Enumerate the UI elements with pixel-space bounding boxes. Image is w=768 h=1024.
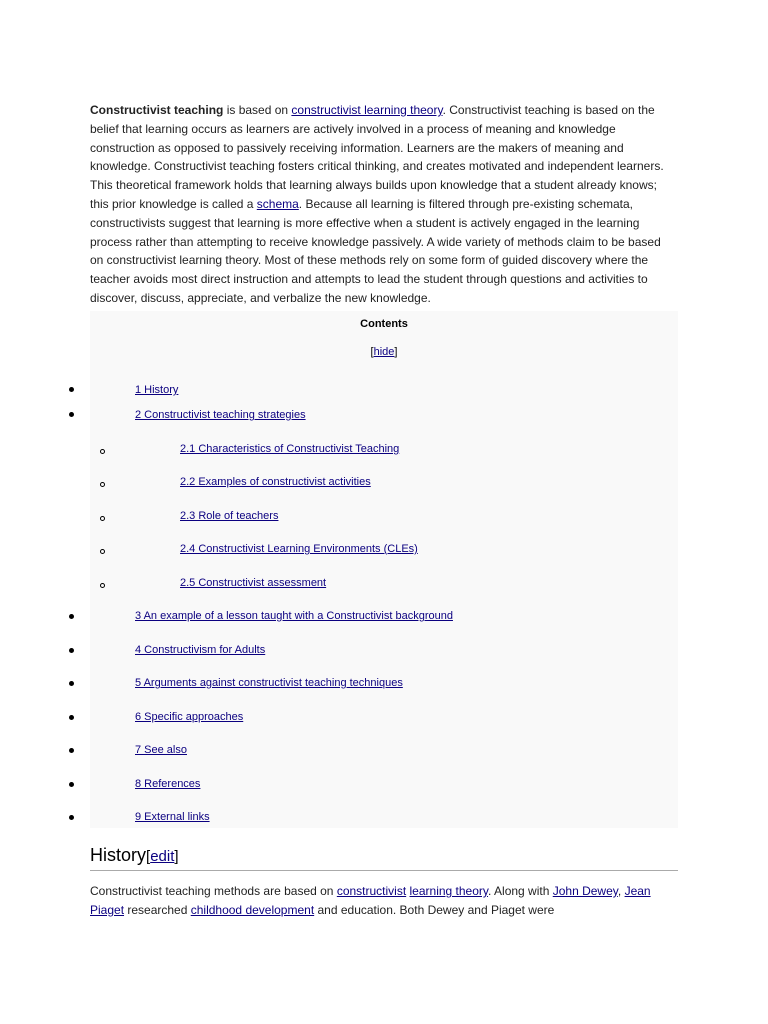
link-learning-theory[interactable]: learning theory [409,884,489,898]
bullet-icon [69,815,74,820]
bullet-icon [69,681,74,686]
circle-bullet-icon [100,549,105,554]
link-childhood-development[interactable]: childhood development [190,903,315,917]
toc-hide-link[interactable]: hide [373,346,395,358]
toc-item-arguments[interactable]: 5 Arguments against constructivist teaching techniques [135,677,403,689]
circle-bullet-icon [100,449,105,454]
toc-item-approaches[interactable]: 6 Specific approaches [135,711,244,723]
history-text-5: researched [124,903,191,917]
link-constructivist-learning-theory[interactable]: constructivist learning theory [291,103,443,117]
circle-bullet-icon [100,516,105,521]
history-heading-text: History [90,845,147,865]
toc-item-assessment[interactable]: 2.5 Constructivist assessment [180,577,327,589]
intro-paragraph [90,101,675,308]
toc-toggle [90,346,678,358]
history-text-3: . Along with [488,884,553,898]
edit-open-bracket: [ [146,848,151,865]
toc-toggle-close: ] [394,346,398,358]
toc-item-adults[interactable]: 4 Constructivism for Adults [135,644,266,656]
toc-item-references[interactable]: 8 References [135,778,201,790]
history-text-4: , [617,884,625,898]
toc-item-role-of-teachers[interactable]: 2.3 Role of teachers [180,510,279,522]
section-heading-history [90,845,179,866]
toc-toggle-open: [ [370,346,374,358]
toc-item-see-also[interactable]: 7 See also [135,744,187,756]
link-schema[interactable]: schema [256,196,299,211]
toc-item-examples[interactable]: 2.2 Examples of constructivist activities [180,476,371,488]
bullet-icon [69,387,74,392]
heading-divider [90,870,678,871]
bullet-icon [69,412,74,417]
bullet-icon [69,715,74,720]
link-jean-piaget[interactable]: Jean Piaget [90,884,651,917]
edit-close-bracket: ] [174,848,179,865]
bullet-icon [69,748,74,753]
edit-link[interactable]: edit [150,848,175,865]
circle-bullet-icon [100,583,105,588]
intro-text-2: . Constructivist teaching is based on the belief that learning occurs as learners are actively involved in a process of meaning and knowledge construction as opposed to passively receiving information. Learners are the makers of meaning and knowledge. Constructivist teaching fosters critical thinking, and creates motivated and independent learners. This theoretical framework holds that learning always builds upon knowledge that a student already knows; this prior knowledge is called a [90,103,664,211]
toc-item-example-lesson[interactable]: 3 An example of a lesson taught with a Constructivist background [135,610,453,622]
toc-item-cles[interactable]: 2.4 Constructivist Learning Environments (CLEs) [180,543,418,555]
edit-section [146,848,179,865]
history-paragraph [90,882,675,920]
toc-item-strategies[interactable]: 2 Constructivist teaching strategies [135,409,306,421]
circle-bullet-icon [100,482,105,487]
bullet-icon [69,614,74,619]
toc-item-history[interactable]: 1 History [135,384,179,396]
bullet-icon [69,782,74,787]
intro-text-3: . Because all learning is filtered through pre-existing schemata, constructivists suggest that learning is more effective when a student is actively engaged in the learning process rather than attempting to receive knowledge passively. A wide variety of methods claim to be based on constructivist learning theory. Most of these methods rely on some form of guided discovery where the teacher avoids most direct instruction and attempts to lead the student through questions and activities to discover, discuss, appreciate, and verbalize the new knowledge. [90,196,661,305]
link-john-dewey[interactable]: John Dewey [552,884,618,898]
bullet-icon [69,648,74,653]
history-text-1: Constructivist teaching methods are based on [90,884,337,898]
toc-item-characteristics[interactable]: 2.1 Characteristics of Constructivist Teaching [180,443,400,455]
toc-title: Contents [360,318,408,330]
link-constructivist[interactable]: constructivist [336,884,407,898]
history-text-6: and education. Both Dewey and Piaget were [314,903,555,917]
intro-bold-term: Constructivist teaching [90,103,224,117]
intro-text-1: is based on [223,103,292,117]
toc-item-external-links[interactable]: 9 External links [135,811,210,823]
